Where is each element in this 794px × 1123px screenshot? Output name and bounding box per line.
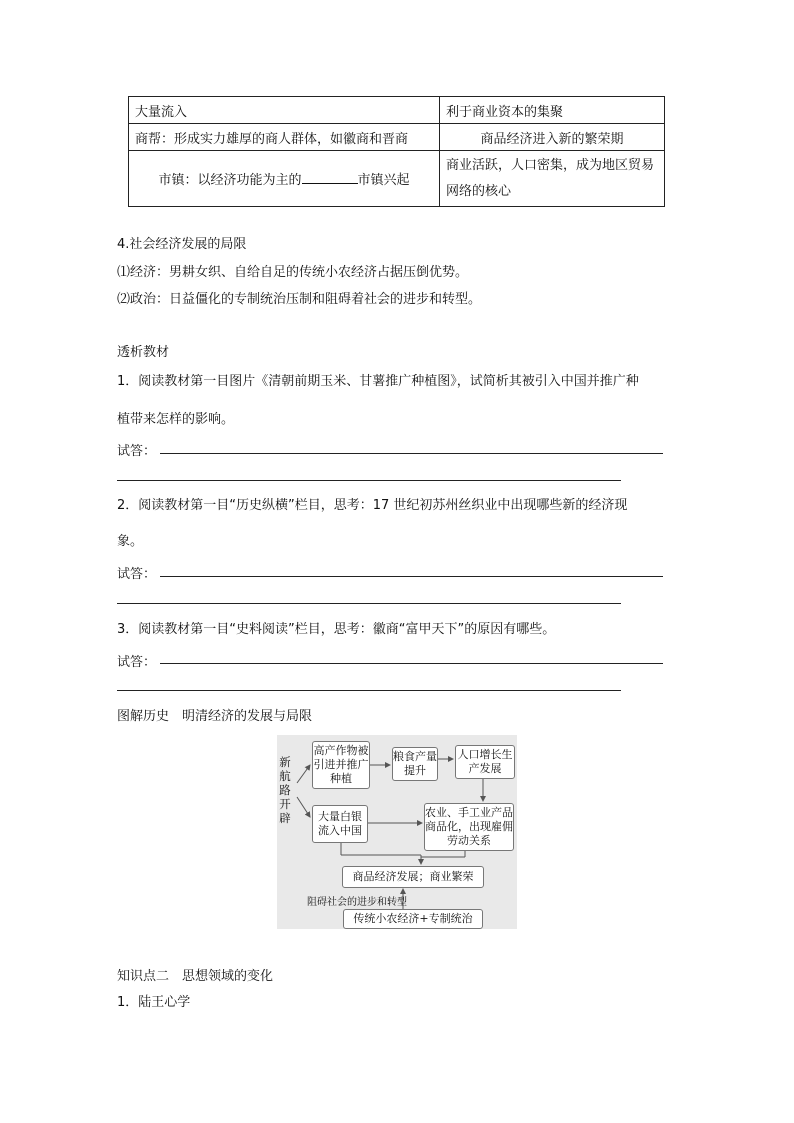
flow-diagram [277,735,517,929]
table-cell: 商帮：形成实力雄厚的商人群体，如徽商和晋商 [129,124,440,151]
list-item: ⑵政治：日益僵化的专制统治压制和阻碍着社会的进步和转型。 [117,292,482,307]
answer-line[interactable] [117,603,621,604]
table-cell [129,151,440,207]
answer-line[interactable] [117,480,621,481]
section-heading: 图解历史 明清经济的发展与局限 [117,709,313,724]
table-cell: 商品经济进入新的繁荣期 [440,124,665,151]
diagram-label-hinder: 阻碍社会的进步和转型 [307,897,407,908]
table-cell: 大量流入 [129,97,440,124]
question-text: 植带来怎样的影响。 [117,412,235,427]
answer-line[interactable] [160,576,663,577]
table-cell-text: 市镇：以经济功能为主的 [158,173,302,188]
section-heading: 4.社会经济发展的局限 [117,237,247,252]
diagram-box-traditional: 传统小农经济+专制统治 [343,909,483,929]
question-text: 象。 [117,534,144,549]
question-text: 1．阅读教材第一目图片《清朝前期玉米、甘薯推广种植图》，试简析其被引入中国并推广种 [117,374,639,389]
diagram-box-population: 人口增长生产发展 [455,745,515,779]
answer-label: 试答： [117,655,157,670]
diagram-box-grain: 粮食产量提升 [392,747,438,781]
diagram-label-new-route: 新航路开辟 [279,755,291,825]
list-item: 1．陆王心学 [117,995,191,1010]
list-item: ⑴经济：男耕女织、自给自足的传统小农经济占据压倒优势。 [117,265,469,280]
diagram-box-silver: 大量白银流入中国 [312,805,368,843]
question-text: 2．阅读教材第一目“历史纵横”栏目，思考：17 世纪初苏州丝织业中出现哪些新的经济现 [117,498,628,513]
question-text: 3．阅读教材第一目“史料阅读”栏目，思考：徽商“富甲天下”的原因有哪些。 [117,622,556,637]
table-cell-text: 市镇兴起 [357,173,410,188]
diagram-box-commercialization: 农业、手工业产品商品化，出现雇佣劳动关系 [424,803,514,851]
answer-line[interactable] [117,690,621,691]
answer-label: 试答： [117,444,157,459]
answer-line[interactable] [160,663,663,664]
economy-table [128,96,665,207]
section-heading: 透析教材 [117,345,170,360]
table-cell: 商业活跃，人口密集，成为地区贸易网络的核心 [440,151,665,207]
answer-label: 试答： [117,567,157,582]
fill-blank [302,171,358,184]
table-cell: 利于商业资本的集聚 [440,97,665,124]
answer-line[interactable] [160,453,663,454]
section-heading: 知识点二 思想领域的变化 [117,969,274,984]
diagram-box-economy: 商品经济发展；商业繁荣 [342,866,484,888]
diagram-box-crops: 高产作物被引进并推广种植 [312,741,370,789]
